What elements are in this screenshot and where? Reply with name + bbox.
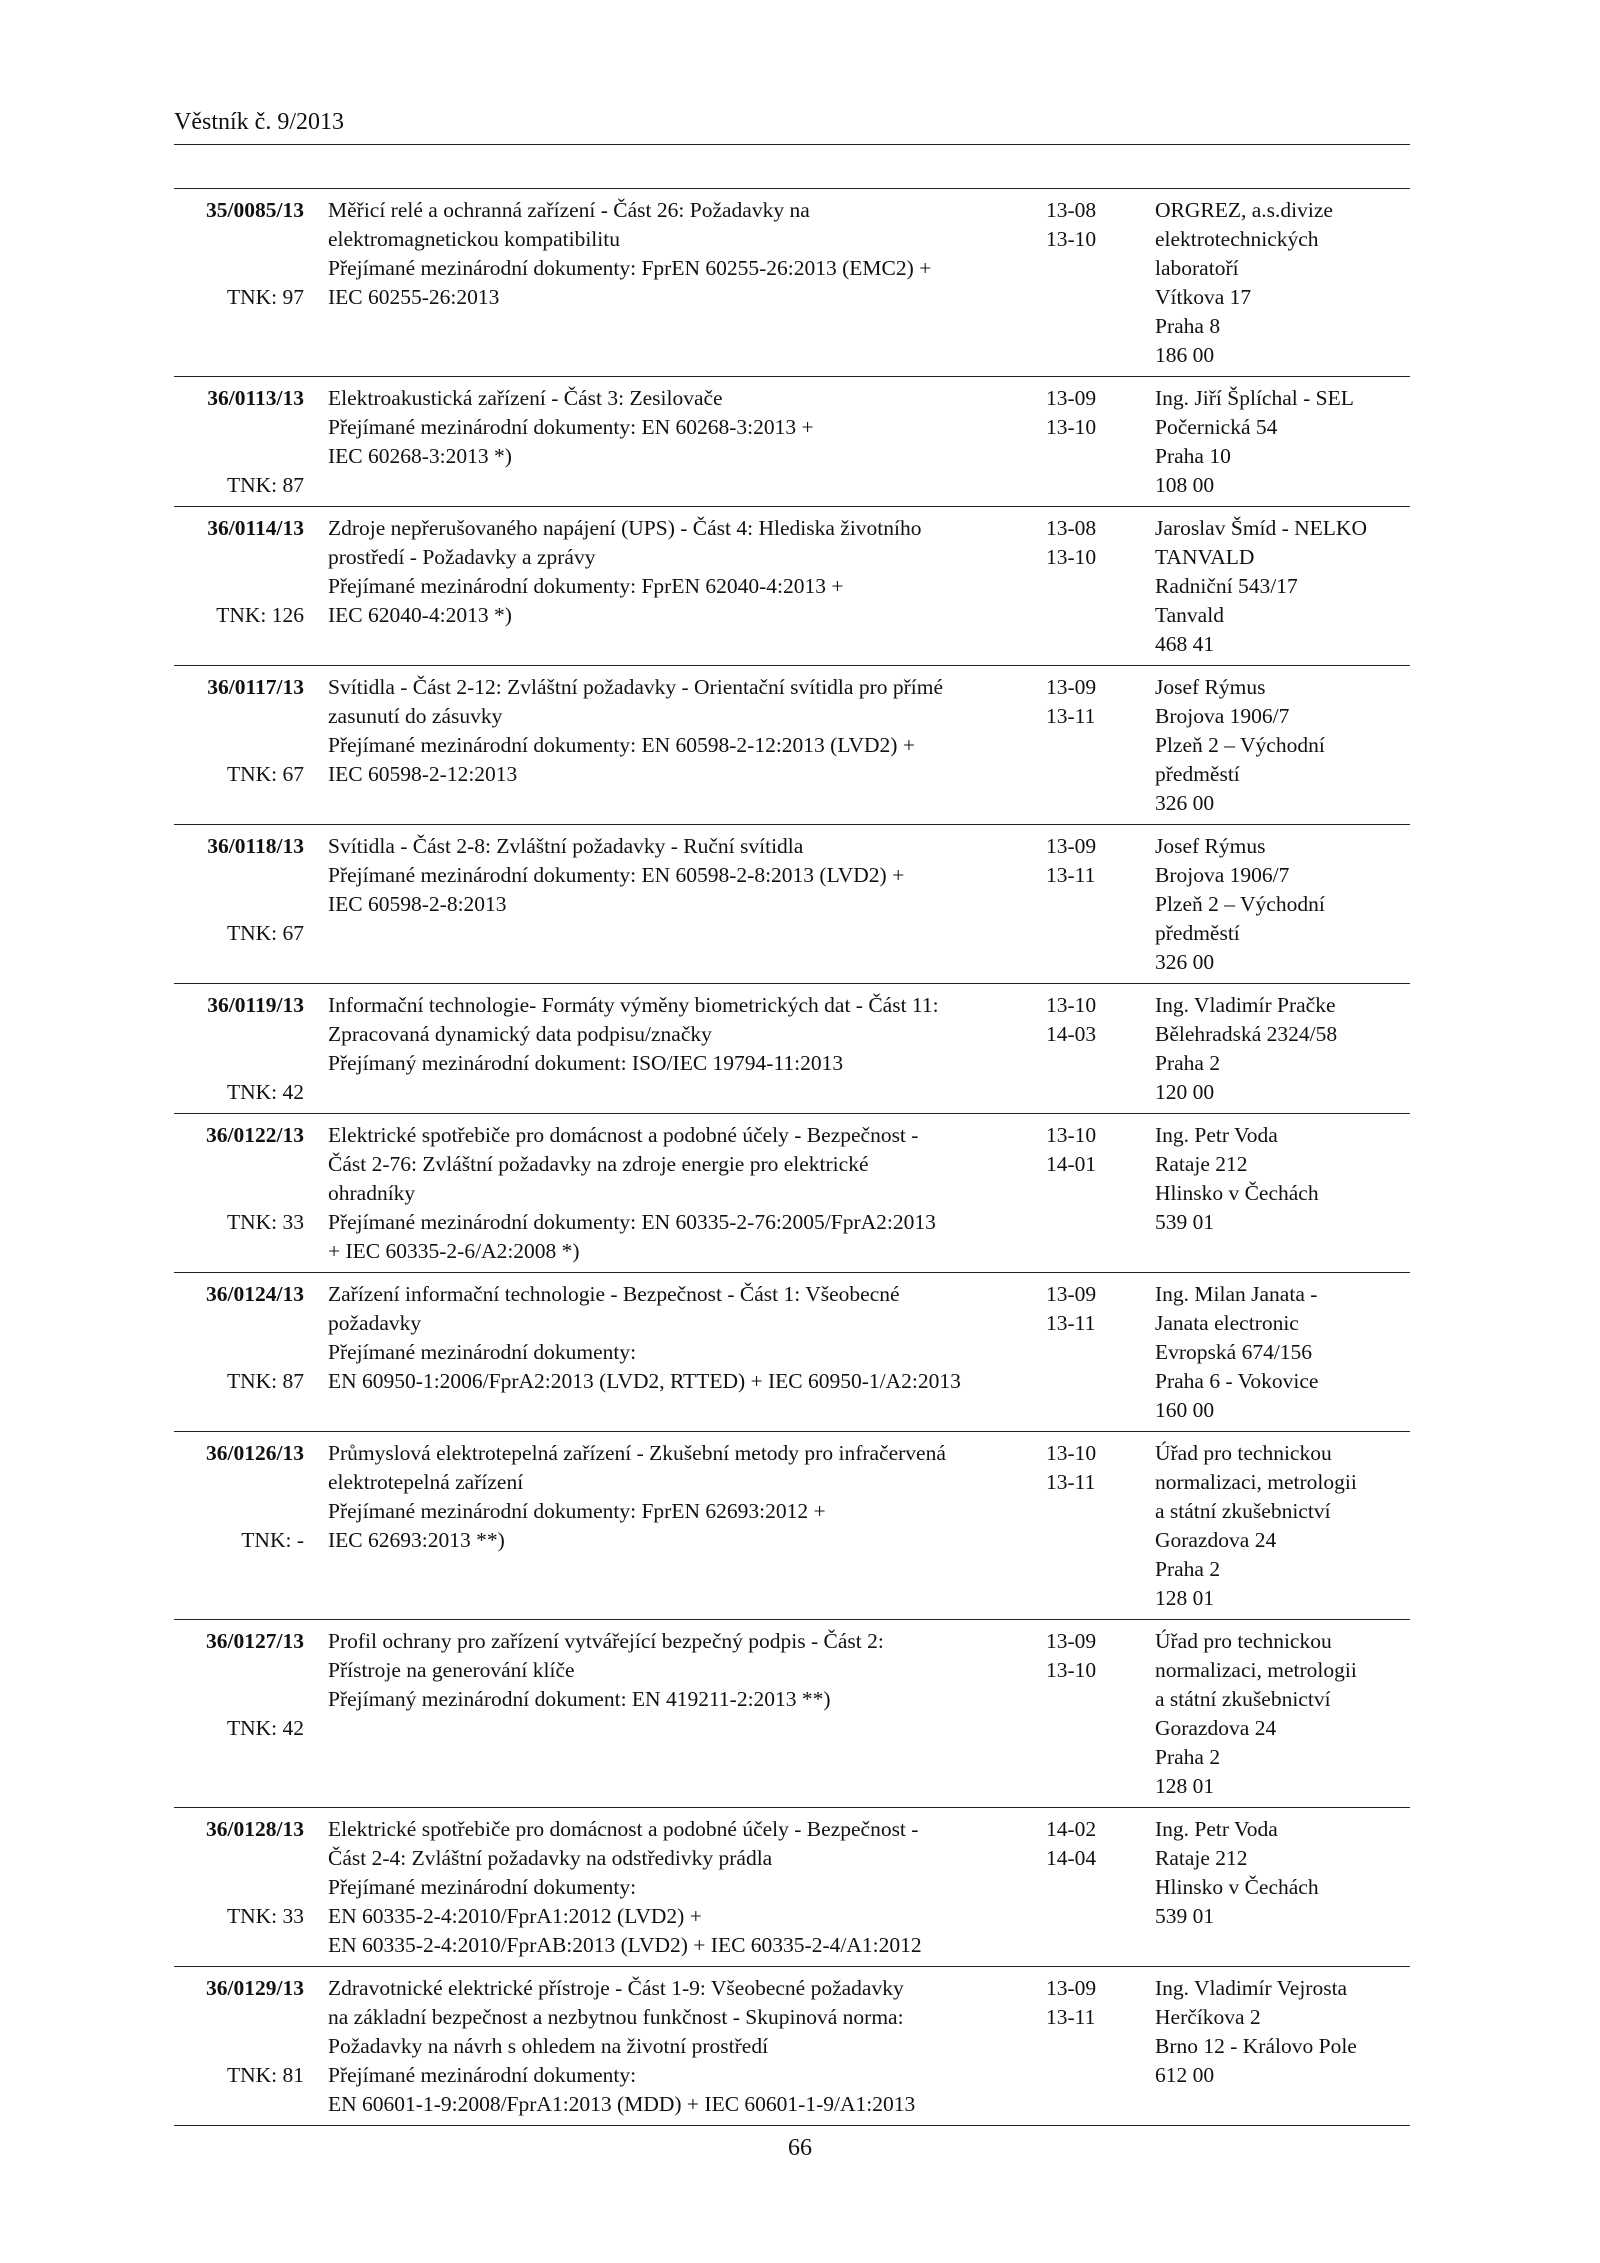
standard-code: 36/0126/13 xyxy=(206,1441,304,1465)
title-line: EN 60335-2-4:2010/FprAB:2013 (LVD2) + IEC 60335-2-4/A1:2012 xyxy=(328,1933,922,1957)
date-value: 14-01 xyxy=(1046,1152,1097,1176)
date-value: 13-10 xyxy=(1046,1658,1097,1682)
contact-address xyxy=(1155,991,1410,1107)
title-line: Požadavky na návrh s ohledem na životní prostředí xyxy=(328,2034,769,2058)
title-line: Přejímaný mezinárodní dokument: ISO/IEC 19794-11:2013 xyxy=(328,1051,844,1075)
standard-code: 36/0122/13 xyxy=(206,1123,304,1147)
address-line: Praha 2 xyxy=(1155,1745,1221,1769)
row-designation xyxy=(174,1121,304,1234)
address-line: předměstí xyxy=(1155,762,1240,786)
title-line: Přejímané mezinárodní dokumenty: FprEN 62040-4:2013 + xyxy=(328,574,844,598)
address-line: Josef Rýmus xyxy=(1155,834,1266,858)
table-row xyxy=(174,1620,1410,1808)
title-line: Průmyslová elektrotepelná zařízení - Zkušební metody pro infračervená xyxy=(328,1441,946,1465)
tnk-number: TNK: 42 xyxy=(226,1080,304,1104)
address-line: předměstí xyxy=(1155,921,1240,945)
standards-table xyxy=(174,188,1410,2126)
address-line: Jaroslav Šmíd - NELKO xyxy=(1155,516,1367,540)
journal-title: Věstník č. 9/2013 xyxy=(174,109,344,135)
tnk-number: TNK: 67 xyxy=(226,921,304,945)
standard-title xyxy=(328,384,1028,471)
title-line: IEC 62040-4:2013 *) xyxy=(328,603,512,627)
title-line: ohradníky xyxy=(328,1181,416,1205)
address-line: Ing. Petr Voda xyxy=(1155,1817,1278,1841)
table-row xyxy=(174,666,1410,825)
date-value: 13-08 xyxy=(1046,198,1097,222)
address-line: laboratoří xyxy=(1155,256,1239,280)
tnk-number: TNK: 87 xyxy=(226,473,304,497)
date-value: 13-11 xyxy=(1046,704,1096,728)
page-header xyxy=(174,108,1410,145)
title-line: Zdravotnické elektrické přístroje - Část 1-9: Všeobecné požadavky xyxy=(328,1976,904,2000)
title-line: IEC 60268-3:2013 *) xyxy=(328,444,512,468)
standard-dates xyxy=(1046,514,1126,572)
address-line: elektrotechnických xyxy=(1155,227,1319,251)
address-line: Ing. Vladimír Pračke xyxy=(1155,993,1336,1017)
title-line: Přejímané mezinárodní dokumenty: EN 60268-3:2013 + xyxy=(328,415,814,439)
contact-address xyxy=(1155,1627,1410,1801)
table-row xyxy=(174,1273,1410,1432)
title-line: Informační technologie- Formáty výměny biometrických dat - Část 11: xyxy=(328,993,939,1017)
address-line: 539 01 xyxy=(1155,1904,1215,1928)
page-number: 66 xyxy=(788,2135,812,2161)
address-line: Vítkova 17 xyxy=(1155,285,1252,309)
standard-title xyxy=(328,832,1028,919)
contact-address xyxy=(1155,196,1410,370)
address-line: Gorazdova 24 xyxy=(1155,1716,1277,1740)
row-designation xyxy=(174,1280,304,1393)
standard-title xyxy=(328,673,1028,789)
tnk-number: TNK: 67 xyxy=(226,762,304,786)
address-line: 326 00 xyxy=(1155,791,1215,815)
address-line: 539 01 xyxy=(1155,1210,1215,1234)
title-line: Přejímané mezinárodní dokumenty: xyxy=(328,1340,637,1364)
address-line: Radniční 543/17 xyxy=(1155,574,1298,598)
title-line: Přejímané mezinárodní dokumenty: EN 60335-2-76:2005/FprA2:2013 xyxy=(328,1210,936,1234)
contact-address xyxy=(1155,1974,1410,2090)
title-line: Svítidla - Část 2-8: Zvláštní požadavky - Ruční svítidla xyxy=(328,834,804,858)
title-line: EN 60335-2-4:2010/FprA1:2012 (LVD2) + xyxy=(328,1904,702,1928)
tnk-number: TNK: 81 xyxy=(226,2063,304,2087)
title-line: zasunutí do zásuvky xyxy=(328,704,503,728)
title-line: Elektrické spotřebiče pro domácnost a podobné účely - Bezpečnost - xyxy=(328,1817,919,1841)
address-line: normalizaci, metrologii xyxy=(1155,1658,1357,1682)
address-line: Ing. Milan Janata - xyxy=(1155,1282,1318,1306)
title-line: Část 2-4: Zvláštní požadavky na odstředivky prádla xyxy=(328,1846,773,1870)
address-line: Ing. Petr Voda xyxy=(1155,1123,1278,1147)
contact-address xyxy=(1155,832,1410,977)
table-row xyxy=(174,507,1410,666)
tnk-number: TNK: 126 xyxy=(216,603,304,627)
address-line: 612 00 xyxy=(1155,2063,1215,2087)
date-value: 14-04 xyxy=(1046,1846,1097,1870)
date-value: 13-09 xyxy=(1046,675,1097,699)
tnk-number: TNK: 87 xyxy=(226,1369,304,1393)
title-line: Zdroje nepřerušovaného napájení (UPS) - Část 4: Hlediska životního xyxy=(328,516,922,540)
date-value: 13-10 xyxy=(1046,993,1097,1017)
address-line: normalizaci, metrologii xyxy=(1155,1470,1357,1494)
title-line: Měřicí relé a ochranná zařízení - Část 26: Požadavky na xyxy=(328,198,810,222)
address-line: Rataje 212 xyxy=(1155,1846,1248,1870)
date-value: 13-10 xyxy=(1046,1441,1097,1465)
date-value: 13-09 xyxy=(1046,386,1097,410)
standard-code: 35/0085/13 xyxy=(206,198,304,222)
date-value: 14-02 xyxy=(1046,1817,1097,1841)
date-value: 13-10 xyxy=(1046,545,1097,569)
title-line: IEC 62693:2013 **) xyxy=(328,1528,505,1552)
address-line: Hlinsko v Čechách xyxy=(1155,1875,1319,1899)
standard-dates xyxy=(1046,196,1126,254)
address-line: a státní zkušebnictví xyxy=(1155,1687,1331,1711)
standard-code: 36/0113/13 xyxy=(207,386,304,410)
standard-dates xyxy=(1046,673,1126,731)
address-line: 468 41 xyxy=(1155,632,1215,656)
address-line: Ing. Vladimír Vejrosta xyxy=(1155,1976,1348,2000)
standard-dates xyxy=(1046,991,1126,1049)
standard-title xyxy=(328,196,1028,312)
standard-dates xyxy=(1046,1974,1126,2032)
title-line: IEC 60255-26:2013 xyxy=(328,285,500,309)
row-designation xyxy=(174,514,304,627)
table-row xyxy=(174,1808,1410,1967)
address-line: Brojova 1906/7 xyxy=(1155,704,1290,728)
table-row xyxy=(174,984,1410,1114)
title-line: na základní bezpečnost a nezbytnou funkčnost - Skupinová norma: xyxy=(328,2005,904,2029)
standard-title xyxy=(328,514,1028,630)
date-value: 13-09 xyxy=(1046,1282,1097,1306)
title-line: Přejímané mezinárodní dokumenty: xyxy=(328,1875,637,1899)
standard-title xyxy=(328,1280,1028,1396)
title-line: Přejímané mezinárodní dokumenty: EN 60598-2-8:2013 (LVD2) + xyxy=(328,863,905,887)
tnk-number: TNK: 33 xyxy=(226,1904,304,1928)
title-line: EN 60950-1:2006/FprA2:2013 (LVD2, RTTED) + IEC 60950-1/A2:2013 xyxy=(328,1369,961,1393)
title-line: Zařízení informační technologie - Bezpečnost - Část 1: Všeobecné xyxy=(328,1282,900,1306)
date-value: 13-09 xyxy=(1046,1629,1097,1653)
title-line: IEC 60598-2-12:2013 xyxy=(328,762,518,786)
title-line: Přejímané mezinárodní dokumenty: xyxy=(328,2063,637,2087)
table-row xyxy=(174,1967,1410,2126)
title-line: Přejímané mezinárodní dokumenty: FprEN 60255-26:2013 (EMC2) + xyxy=(328,256,932,280)
standard-code: 36/0129/13 xyxy=(206,1976,304,2000)
title-line: Přístroje na generování klíče xyxy=(328,1658,575,1682)
date-value: 13-09 xyxy=(1046,1976,1097,2000)
standard-title xyxy=(328,1974,1028,2119)
address-line: 160 00 xyxy=(1155,1398,1215,1422)
table-row xyxy=(174,1432,1410,1620)
address-line: Počernická 54 xyxy=(1155,415,1278,439)
row-designation xyxy=(174,673,304,786)
standard-code: 36/0119/13 xyxy=(207,993,304,1017)
row-designation xyxy=(174,196,304,309)
standard-dates xyxy=(1046,1280,1126,1338)
address-line: TANVALD xyxy=(1155,545,1255,569)
address-line: Ing. Jiří Šplíchal - SEL xyxy=(1155,386,1354,410)
address-line: Tanvald xyxy=(1155,603,1224,627)
title-line: elektrotepelná zařízení xyxy=(328,1470,524,1494)
address-line: ORGREZ, a.s.divize xyxy=(1155,198,1333,222)
address-line: 128 01 xyxy=(1155,1774,1215,1798)
title-line: Přejímané mezinárodní dokumenty: EN 60598-2-12:2013 (LVD2) + xyxy=(328,733,915,757)
address-line: 120 00 xyxy=(1155,1080,1215,1104)
standard-code: 36/0118/13 xyxy=(207,834,304,858)
standard-code: 36/0117/13 xyxy=(207,675,304,699)
standard-code: 36/0127/13 xyxy=(206,1629,304,1653)
contact-address xyxy=(1155,384,1410,500)
standard-dates xyxy=(1046,384,1126,442)
address-line: 128 01 xyxy=(1155,1586,1215,1610)
address-line: Praha 2 xyxy=(1155,1051,1221,1075)
title-line: Zpracovaná dynamický data podpisu/značky xyxy=(328,1022,712,1046)
address-line: a státní zkušebnictví xyxy=(1155,1499,1331,1523)
tnk-number: TNK: - xyxy=(241,1528,304,1552)
table-row xyxy=(174,825,1410,984)
address-line: Gorazdova 24 xyxy=(1155,1528,1277,1552)
date-value: 13-11 xyxy=(1046,863,1096,887)
standard-dates xyxy=(1046,1627,1126,1685)
contact-address xyxy=(1155,673,1410,818)
standard-dates xyxy=(1046,832,1126,890)
address-line: 108 00 xyxy=(1155,473,1215,497)
address-line: Úřad pro technickou xyxy=(1155,1441,1332,1465)
address-line: 186 00 xyxy=(1155,343,1215,367)
address-line: Brojova 1906/7 xyxy=(1155,863,1290,887)
standard-code: 36/0124/13 xyxy=(206,1282,304,1306)
contact-address xyxy=(1155,1280,1410,1425)
standard-title xyxy=(328,1627,1028,1714)
contact-address xyxy=(1155,1815,1410,1931)
date-value: 13-10 xyxy=(1046,227,1097,251)
standard-title xyxy=(328,991,1028,1078)
standard-title xyxy=(328,1815,1028,1960)
title-line: Část 2-76: Zvláštní požadavky na zdroje energie pro elektrické xyxy=(328,1152,869,1176)
title-line: Elektrické spotřebiče pro domácnost a podobné účely - Bezpečnost - xyxy=(328,1123,919,1147)
title-line: prostředí - Požadavky a zprávy xyxy=(328,545,596,569)
row-designation xyxy=(174,832,304,945)
address-line: Plzeň 2 – Východní xyxy=(1155,892,1325,916)
address-line: Josef Rýmus xyxy=(1155,675,1266,699)
address-line: Janata electronic xyxy=(1155,1311,1299,1335)
address-line: Praha 2 xyxy=(1155,1557,1221,1581)
title-line: Svítidla - Část 2-12: Zvláštní požadavky - Orientační svítidla pro přímé xyxy=(328,675,944,699)
date-value: 13-10 xyxy=(1046,1123,1097,1147)
address-line: Hlinsko v Čechách xyxy=(1155,1181,1319,1205)
date-value: 13-08 xyxy=(1046,516,1097,540)
address-line: Rataje 212 xyxy=(1155,1152,1248,1176)
contact-address xyxy=(1155,514,1410,659)
address-line: Praha 10 xyxy=(1155,444,1231,468)
row-designation xyxy=(174,1627,304,1740)
standard-code: 36/0128/13 xyxy=(206,1817,304,1841)
table-row xyxy=(174,377,1410,507)
date-value: 14-03 xyxy=(1046,1022,1097,1046)
title-line: + IEC 60335-2-6/A2:2008 *) xyxy=(328,1239,580,1263)
row-designation xyxy=(174,991,304,1104)
title-line: Profil ochrany pro zařízení vytvářející bezpečný podpis - Část 2: xyxy=(328,1629,884,1653)
address-line: Praha 6 - Vokovice xyxy=(1155,1369,1319,1393)
tnk-number: TNK: 97 xyxy=(226,285,304,309)
title-line: elektromagnetickou kompatibilitu xyxy=(328,227,620,251)
standard-title xyxy=(328,1121,1028,1266)
title-line: Přejímané mezinárodní dokumenty: FprEN 62693:2012 + xyxy=(328,1499,826,1523)
table-row xyxy=(174,1114,1410,1273)
tnk-number: TNK: 33 xyxy=(226,1210,304,1234)
table-row xyxy=(174,189,1410,377)
title-line: Elektroakustická zařízení - Část 3: Zesilovače xyxy=(328,386,723,410)
date-value: 13-11 xyxy=(1046,1311,1096,1335)
address-line: Úřad pro technickou xyxy=(1155,1629,1332,1653)
contact-address xyxy=(1155,1121,1410,1237)
title-line: IEC 60598-2-8:2013 xyxy=(328,892,507,916)
address-line: Brno 12 - Královo Pole xyxy=(1155,2034,1357,2058)
address-line: Evropská 674/156 xyxy=(1155,1340,1313,1364)
standard-dates xyxy=(1046,1121,1126,1179)
standard-title xyxy=(328,1439,1028,1555)
title-line: požadavky xyxy=(328,1311,422,1335)
date-value: 13-10 xyxy=(1046,415,1097,439)
address-line: Praha 8 xyxy=(1155,314,1221,338)
date-value: 13-11 xyxy=(1046,2005,1096,2029)
contact-address xyxy=(1155,1439,1410,1613)
row-designation xyxy=(174,1439,304,1552)
standard-code: 36/0114/13 xyxy=(207,516,304,540)
standard-dates xyxy=(1046,1815,1126,1873)
tnk-number: TNK: 42 xyxy=(226,1716,304,1740)
address-line: Herčíkova 2 xyxy=(1155,2005,1261,2029)
date-value: 13-09 xyxy=(1046,834,1097,858)
date-value: 13-11 xyxy=(1046,1470,1096,1494)
standard-dates xyxy=(1046,1439,1126,1497)
title-line: EN 60601-1-9:2008/FprA1:2013 (MDD) + IEC 60601-1-9/A1:2013 xyxy=(328,2092,916,2116)
title-line: Přejímaný mezinárodní dokument: EN 419211-2:2013 **) xyxy=(328,1687,831,1711)
address-line: Bělehradská 2324/58 xyxy=(1155,1022,1338,1046)
row-designation xyxy=(174,1974,304,2087)
row-designation xyxy=(174,1815,304,1928)
address-line: Plzeň 2 – Východní xyxy=(1155,733,1325,757)
row-designation xyxy=(174,384,304,497)
address-line: 326 00 xyxy=(1155,950,1215,974)
